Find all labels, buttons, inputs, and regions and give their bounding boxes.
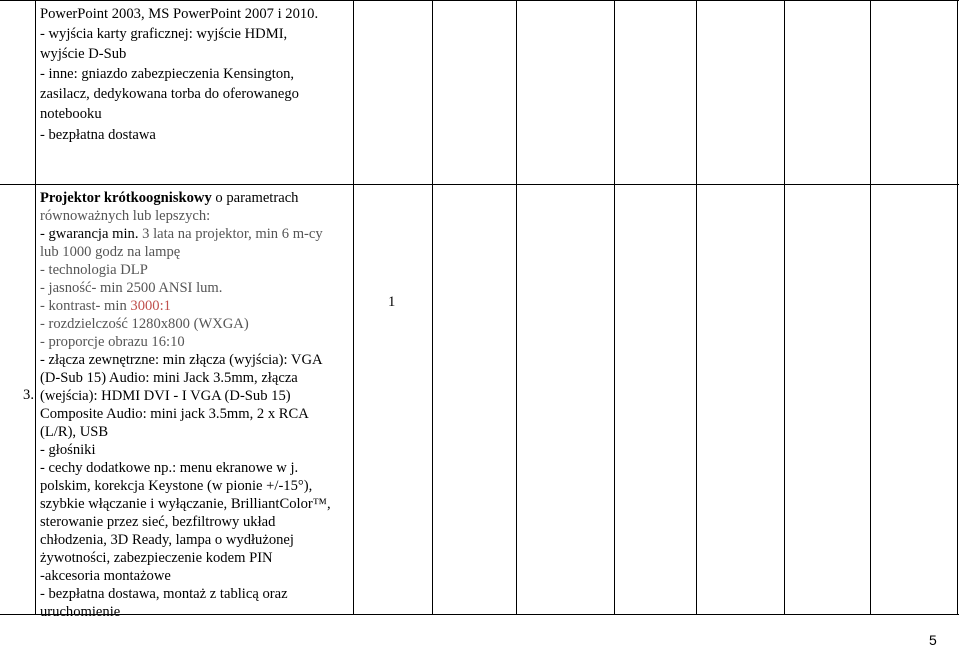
row2-line: sterowanie przez sieć, bezfiltrowy układ [40,514,276,530]
row2-line: - proporcje obrazu 16:10 [40,334,185,350]
row2-line [40,297,352,315]
contrast-label: - kontrast- min [40,298,131,314]
row2-line: - złącza zewnętrzne: min złącza (wyjścia): VGA [40,352,323,368]
row1-line: - wyjścia karty graficznej: wyjście HDMI, [40,26,288,43]
column-divider-5 [696,0,697,615]
row2-lp: 3. [23,387,34,403]
warranty-value: 3 lata na projektor, min 6 m-cy [138,226,323,242]
row2-quantity: 1 [388,294,396,310]
row2-line: szybkie włączanie i wyłączanie, BrilliantColor™, [40,496,331,512]
row2-line: (wejścia): HDMI DVI - I VGA (D-Sub 15) [40,388,291,404]
row1-line: wyjście D-Sub [40,46,127,63]
row2-line: chłodzenia, 3D Ready, lampa o wydłużonej [40,532,294,548]
row2-line: - jasność- min 2500 ANSI lum. [40,280,223,296]
row2-line: lub 1000 godz na lampę [40,244,181,260]
row1-line: zasilacz, dedykowana torba do oferowanego [40,86,299,103]
page-number: 5 [929,632,937,648]
row2-line [40,225,352,243]
row2-line: - technologia DLP [40,262,148,278]
title-suffix: o parametrach [211,190,299,206]
row1-line: - inne: gniazdo zabezpieczenia Kensington, [40,66,295,83]
row2-title-line [40,189,352,207]
row2-line: żywotności, zabezpieczenie kodem PIN [40,550,273,566]
row1-line: - bezpłatna dostawa [40,126,156,143]
row2-line: - rozdzielczość 1280x800 (WXGA) [40,316,249,332]
row2-line: równoważnych lub lepszych: [40,208,211,224]
row2-line: -akcesoria montażowe [40,568,171,584]
row2-line: Composite Audio: mini jack 3.5mm, 2 x RCA [40,406,309,422]
column-divider-desc [353,0,354,615]
column-divider-lp [35,0,36,615]
row-divider [0,184,959,185]
contrast-value: 3000:1 [130,298,171,314]
row2-line: - bezpłatna dostawa, montaż z tablicą oraz [40,586,288,602]
row2-line: - głośniki [40,442,96,458]
product-title: Projektor krótkoogniskowy [40,190,212,206]
column-divider-7 [870,0,871,615]
row1-description [40,4,352,145]
column-divider-qty [432,0,433,615]
row2-line: (L/R), USB [40,424,109,440]
warranty-label: - gwarancja min. [40,226,139,242]
row2-line: uruchomienie [40,604,121,620]
row2-line: (D-Sub 15) Audio: mini Jack 3.5mm, złącza [40,370,298,386]
row1-line: PowerPoint 2003, MS PowerPoint 2007 i 2010. [40,6,319,22]
column-divider-3 [516,0,517,615]
column-divider-6 [784,0,785,615]
row2-line: polskim, korekcja Keystone (w pionie +/-15°), [40,478,313,494]
row1-line: notebooku [40,106,102,123]
table-right-border [957,0,958,615]
table-top-border [0,0,959,1]
row2-line: - cechy dodatkowe np.: menu ekranowe w j. [40,460,299,476]
row2-description [40,189,352,621]
column-divider-4 [614,0,615,615]
